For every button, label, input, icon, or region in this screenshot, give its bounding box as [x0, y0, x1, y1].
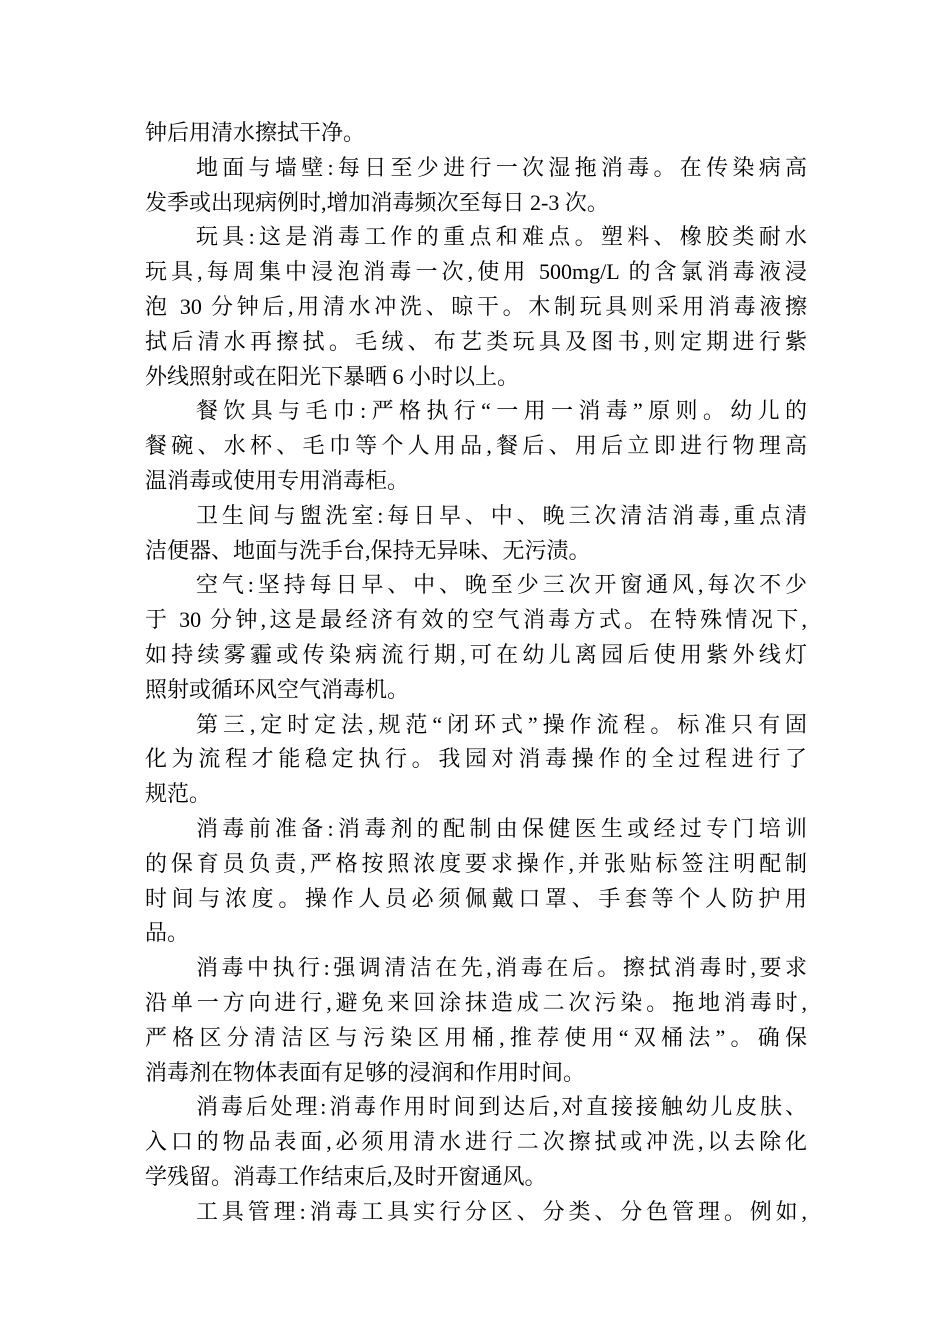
text-line: 发季或出现病例时,增加消毒频次至每日 2-3 次。: [145, 189, 609, 215]
text-line: 玩具,每周集中浸泡消毒一次,使用 500mg/L 的含氯消毒液浸: [145, 259, 807, 285]
text-line: 品。: [145, 920, 190, 946]
text-line: 化为流程才能稳定执行。我园对消毒操作的全过程进行了: [145, 746, 807, 772]
text-line: 时间与浓度。操作人员必须佩戴口罩、手套等个人防护用: [145, 885, 807, 911]
text-line: 拭后清水再擦拭。毛绒、布艺类玩具及图书,则定期进行紫: [145, 328, 807, 354]
text-line: 的保育员负责,严格按照浓度要求操作,并张贴标签注明配制: [145, 850, 807, 876]
text-line: 洁便器、地面与洗手台,保持无异味、无污渍。: [145, 537, 591, 563]
text-line: 严格区分清洁区与污染区用桶,推荐使用“双桶法”。确保: [145, 1024, 807, 1050]
text-line: 餐饮具与毛巾:严格执行“一用一消毒”原则。幼儿的: [196, 398, 807, 424]
text-line: 沿单一方向进行,避免来回涂抹造成二次污染。拖地消毒时,: [145, 989, 807, 1015]
text-line: 学残留。消毒工作结束后,及时开窗通风。: [145, 1163, 547, 1189]
text-line: 钟后用清水擦拭干净。: [145, 120, 366, 145]
text-line: 餐碗、水杯、毛巾等个人用品,餐后、用后立即进行物理高: [145, 433, 807, 459]
document-page: [145, 116, 807, 1230]
text-line: 消毒中执行:强调清洁在先,消毒在后。擦拭消毒时,要求: [196, 955, 807, 981]
text-line: 消毒前准备:消毒剂的配制由保健医生或经过专门培训: [196, 815, 807, 841]
text-line: 卫生间与盥洗室:每日早、中、晚三次清洁消毒,重点清: [196, 502, 807, 528]
text-line: 规范。: [145, 781, 212, 807]
text-line: 照射或循环风空气消毒机。: [145, 676, 410, 702]
text-line: 空气:坚持每日早、中、晚至少三次开窗通风,每次不少: [196, 572, 807, 598]
text-line: 泡 30 分钟后,用清水冲洗、晾干。木制玩具则采用消毒液擦: [145, 293, 807, 319]
text-line: 玩具:这是消毒工作的重点和难点。塑料、橡胶类耐水: [196, 224, 807, 250]
text-line: 消毒剂在物体表面有足够的浸润和作用时间。: [145, 1059, 586, 1085]
text-line: 入口的物品表面,必须用清水进行二次擦拭或冲洗,以去除化: [145, 1129, 807, 1155]
text-line: 地面与墙壁:每日至少进行一次湿拖消毒。在传染病高: [196, 154, 807, 180]
text-line: 工具管理:消毒工具实行分区、分类、分色管理。例如,: [196, 1198, 807, 1224]
text-line: 外线照射或在阳光下暴晒 6 小时以上。: [145, 363, 520, 389]
text-line: 第三,定时定法,规范“闭环式”操作流程。标准只有固: [196, 711, 807, 737]
text-line: 如持续雾霾或传染病流行期,可在幼儿离园后使用紫外线灯: [145, 641, 807, 667]
text-line: 消毒后处理:消毒作用时间到达后,对直接接触幼儿皮肤、: [196, 1094, 807, 1120]
text-line: 于 30 分钟,这是最经济有效的空气消毒方式。在特殊情况下,: [145, 607, 807, 633]
text-line: 温消毒或使用专用消毒柜。: [145, 467, 410, 493]
